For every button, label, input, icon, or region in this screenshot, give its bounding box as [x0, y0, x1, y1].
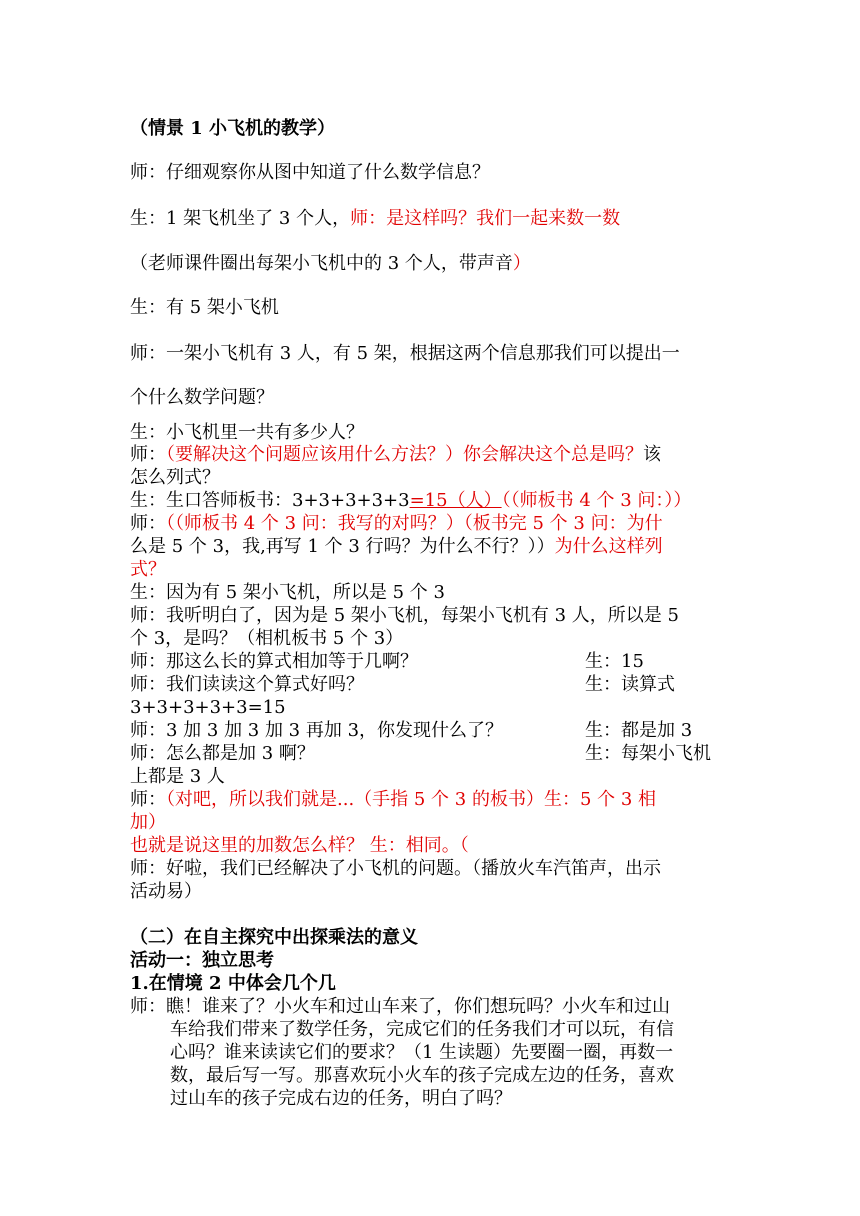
dialogue-line: 活动易） [130, 881, 202, 902]
student-answer: 生：每架小飞机 [585, 743, 711, 764]
subsection-heading: 1.在情境 2 中体会几个几 [130, 973, 336, 994]
student-answer: 生：15 [585, 651, 644, 672]
dialogue-line: 生：1 架飞机坐了 3 个人，师：是这样吗？我们一起来数一数 [130, 208, 621, 229]
dialogue-line: 车给我们带来了数学任务，完成它们的任务我们才可以玩，有信 [170, 1019, 674, 1040]
dialogue-line: 个 3，是吗？（相机板书 5 个 3） [130, 628, 404, 649]
dialogue-line: （老师课件圈出每架小飞机中的 3 个人，带声音） [130, 253, 531, 274]
dialogue-line: 师：仔细观察你从图中知道了什么数学信息？ [130, 162, 490, 183]
dialogue-line: 过山车的孩子完成右边的任务，明白了吗？ [170, 1088, 512, 1109]
dialogue-line: 师：（（师板书 4 个 3 问：我写的对吗？）（板书完 5 个 3 问：为什 [130, 513, 663, 534]
student-answer: 生：都是加 3 [585, 720, 693, 741]
dialogue-line: 也就是说这里的加数怎么样？ 生：相同。（ [130, 835, 469, 856]
section-heading-scene-1: （情景 1 小飞机的教学） [130, 118, 336, 139]
dialogue-line: 生：因为有 5 架小飞机，所以是 5 个 3 [130, 582, 445, 603]
dialogue-line: 师：那这么长的算式相加等于几啊？ [130, 651, 418, 672]
dialogue-line: 师：一架小飞机有 3 人，有 5 架，根据这两个信息那我们可以提出一 [130, 343, 680, 364]
dialogue-line: 式？ [130, 559, 166, 580]
dialogue-line: 个什么数学问题？ [130, 387, 274, 408]
dialogue-line: 数，最后写一写。那喜欢玩小火车的孩子完成左边的任务，喜欢 [170, 1065, 674, 1086]
dialogue-line: 师：（对吧，所以我们就是...（手指 5 个 3 的板书）生：5 个 3 相 [130, 789, 657, 810]
dialogue-line: 生：生口答师板书：3+3+3+3+3=15（人）（（师板书 4 个 3 问：）） [130, 490, 692, 511]
dialogue-line: 生：有 5 架小飞机 [130, 297, 279, 318]
dialogue-line: 上都是 3 人 [130, 766, 225, 787]
dialogue-line: 加） [130, 812, 166, 833]
dialogue-line: 师：我听明白了，因为是 5 架小飞机，每架小飞机有 3 人，所以是 5 [130, 605, 679, 626]
dialogue-line: 么是 5 个 3，我,再写 1 个 3 行吗？为什么不行？））为什么这样列 [130, 536, 663, 557]
dialogue-line: 心吗？谁来读读它们的要求？（1 生读题）先要圈一圈，再数一 [170, 1042, 674, 1063]
activity-heading: 活动一：独立思考 [130, 950, 274, 971]
dialogue-line: 师：（要解决这个问题应该用什么方法？）你会解决这个总是吗？该 [130, 444, 661, 465]
dialogue-line: 师：好啦，我们已经解决了小飞机的问题。（播放火车汽笛声，出示 [130, 858, 661, 879]
student-answer: 生：读算式 [585, 674, 675, 695]
equation-line: 3+3+3+3+3=15 [130, 697, 286, 718]
dialogue-line: 师：我们读读这个算式好吗？ [130, 674, 364, 695]
dialogue-line: 师：怎么都是加 3 啊？ [130, 743, 315, 764]
dialogue-line: 师：3 加 3 加 3 加 3 再加 3，你发现什么了？ [130, 720, 504, 741]
dialogue-line: 生：小飞机里一共有多少人？ [130, 422, 364, 443]
section-heading-two: （二）在自主探究中出探乘法的意义 [130, 927, 418, 948]
dialogue-line: 怎么列式？ [130, 467, 220, 488]
dialogue-line: 师：瞧！谁来了？小火车和过山车来了，你们想玩吗？小火车和过山 [130, 996, 670, 1017]
